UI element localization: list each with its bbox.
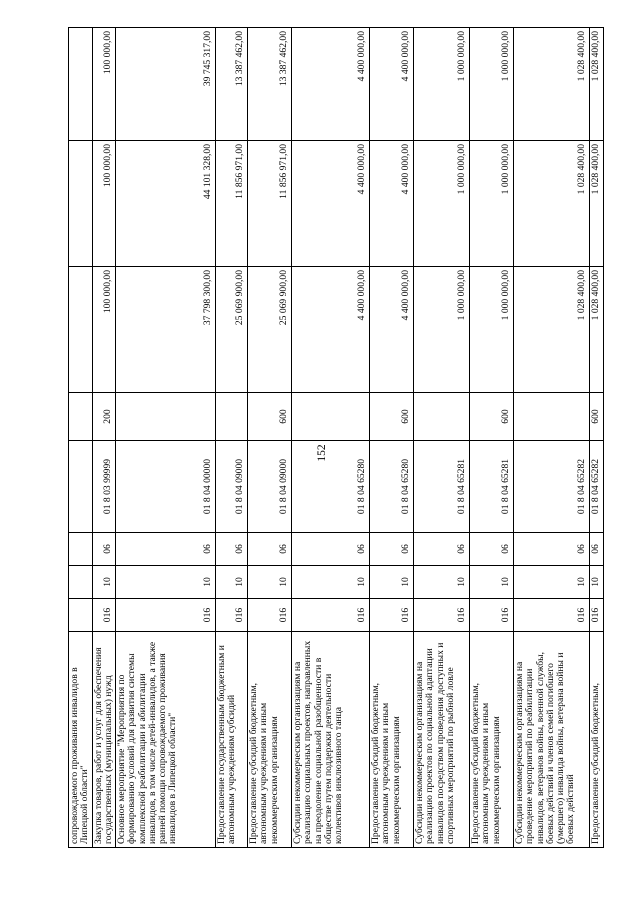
target-article: 01 8 04 65280 — [370, 441, 414, 533]
ministry-code: 016 — [216, 599, 248, 632]
amount-year-2: 1 028 400,00 — [514, 141, 590, 267]
subsection-code: 06 — [248, 533, 292, 566]
ministry-code — [69, 599, 93, 632]
expense-type — [414, 393, 470, 441]
subsection-code: 06 — [414, 533, 470, 566]
amount-year-3: 4 400 000,00 — [370, 28, 414, 141]
expense-type: 200 — [92, 393, 116, 441]
expense-type: 600 — [470, 393, 514, 441]
row-name: Предоставление государственным бюджетным и автономным учреждениям субсидий — [216, 632, 248, 848]
table-row — [370, 28, 414, 848]
row-name: Предоставление субсидий бюджетным, автономным учреждениям и иным некоммерческим организациям — [248, 632, 292, 848]
table-row — [116, 28, 216, 848]
amount-year-3: 39 745 317,00 — [116, 28, 216, 141]
expense-type: 600 — [248, 393, 292, 441]
amount-year-2: 11 856 971,00 — [248, 141, 292, 267]
section-code: 10 — [590, 566, 604, 599]
amount-year-1: 4 400 000,00 — [292, 267, 370, 393]
row-name: Субсидии некоммерческим организациям на реализацию социальных проектов, направленных на преодоление социальной разобщенности в обществе путем поддержки деятельности коллективов инклюзивного танца — [292, 632, 370, 848]
expense-type: 600 — [590, 393, 604, 441]
expense-type — [116, 393, 216, 441]
table-row — [470, 28, 514, 848]
amount-year-2: 11 856 971,00 — [216, 141, 248, 267]
table-viewport — [68, 28, 601, 848]
amount-year-3: 1 000 000,00 — [414, 28, 470, 141]
target-article: 01 8 04 65282 — [514, 441, 590, 533]
target-article — [69, 441, 93, 533]
amount-year-3: 4 400 000,00 — [292, 28, 370, 141]
target-article: 01 8 04 65282 — [590, 441, 604, 533]
ministry-code: 016 — [514, 599, 590, 632]
row-name: Предоставление субсидий бюджетным, — [590, 632, 604, 848]
section-code: 10 — [292, 566, 370, 599]
row-name: Субсидии некоммерческим организациям на проведение мероприятий по реабилитации инвалидов, ветеранов войны, военной службы, боевых действий и членов семей погибшего (умершего) инвалида войны, ветерана войны и боевых действий — [514, 632, 590, 848]
expense-type — [292, 393, 370, 441]
amount-year-1: 25 069 900,00 — [248, 267, 292, 393]
section-code: 10 — [116, 566, 216, 599]
target-article: 01 8 04 00000 — [116, 441, 216, 533]
subsection-code: 06 — [514, 533, 590, 566]
amount-year-2: 4 400 000,00 — [292, 141, 370, 267]
expense-type — [514, 393, 590, 441]
target-article: 01 8 04 65281 — [414, 441, 470, 533]
row-name: Предоставление субсидий бюджетным, автономным учреждениям и иным некоммерческим организациям — [370, 632, 414, 848]
subsection-code: 06 — [216, 533, 248, 566]
table-row — [248, 28, 292, 848]
row-name: Предоставление субсидий бюджетным, автономным учреждениям и иным некоммерческим организациям — [470, 632, 514, 848]
table-row — [414, 28, 470, 848]
page-number: 152 — [316, 444, 328, 462]
table-row — [92, 28, 116, 848]
section-code: 10 — [92, 566, 116, 599]
amount-year-1: 1 028 400,00 — [514, 267, 590, 393]
section-code: 10 — [370, 566, 414, 599]
ministry-code: 016 — [248, 599, 292, 632]
subsection-code: 06 — [92, 533, 116, 566]
ministry-code: 016 — [590, 599, 604, 632]
target-article: 01 8 04 09000 — [216, 441, 248, 533]
amount-year-1: 1 000 000,00 — [470, 267, 514, 393]
amount-year-3 — [69, 28, 93, 141]
ministry-code: 016 — [414, 599, 470, 632]
amount-year-3: 1 028 400,00 — [514, 28, 590, 141]
table-row — [590, 28, 604, 848]
row-name: Закупка товаров, работ и услуг для обеспечения государственных (муниципальных) нужд — [92, 632, 116, 848]
table-body — [69, 28, 604, 848]
section-code: 10 — [414, 566, 470, 599]
amount-year-1: 4 400 000,00 — [370, 267, 414, 393]
expense-type: 600 — [370, 393, 414, 441]
section-code: 10 — [514, 566, 590, 599]
expense-type — [69, 393, 93, 441]
subsection-code: 06 — [292, 533, 370, 566]
section-code: 10 — [470, 566, 514, 599]
target-article: 01 8 03 99999 — [92, 441, 116, 533]
ministry-code: 016 — [370, 599, 414, 632]
ministry-code: 016 — [292, 599, 370, 632]
ministry-code: 016 — [92, 599, 116, 632]
amount-year-2: 100 000,00 — [92, 141, 116, 267]
subsection-code — [69, 533, 93, 566]
subsection-code: 06 — [370, 533, 414, 566]
amount-year-3: 13 387 462,00 — [248, 28, 292, 141]
table-rotated — [68, 28, 601, 848]
table-row — [216, 28, 248, 848]
amount-year-3: 100 000,00 — [92, 28, 116, 141]
budget-table — [68, 27, 604, 848]
ministry-code: 016 — [116, 599, 216, 632]
amount-year-1: 1 028 400,00 — [590, 267, 604, 393]
target-article: 01 8 04 09000 — [248, 441, 292, 533]
row-name: Субсидии некоммерческим организациям на реализацию проектов по социальной адаптации инвалидов посредством проведения доступных и спортивных мероприятий по рыбной ловле — [414, 632, 470, 848]
amount-year-3: 13 387 462,00 — [216, 28, 248, 141]
ministry-code: 016 — [470, 599, 514, 632]
subsection-code: 06 — [116, 533, 216, 566]
amount-year-1: 100 000,00 — [92, 267, 116, 393]
amount-year-3: 1 028 400,00 — [590, 28, 604, 141]
amount-year-2: 1 000 000,00 — [470, 141, 514, 267]
amount-year-1: 25 069 900,00 — [216, 267, 248, 393]
table-row — [292, 28, 370, 848]
amount-year-2: 1 000 000,00 — [414, 141, 470, 267]
table-row — [514, 28, 590, 848]
row-name: сопровождаемого проживания инвалидов в Липецкой области" — [69, 632, 93, 848]
amount-year-2 — [69, 141, 93, 267]
amount-year-3: 1 000 000,00 — [470, 28, 514, 141]
subsection-code: 06 — [470, 533, 514, 566]
amount-year-2: 44 101 328,00 — [116, 141, 216, 267]
target-article: 01 8 04 65280 — [292, 441, 370, 533]
row-name: Основное мероприятие "Мероприятия по формированию условий для развития системы комплексной реабилитации и абилитации инвалидов, в том числе детей-инвалидов, а также ранней помощи сопровождаемого проживания инвалидов в Липецкой области" — [116, 632, 216, 848]
amount-year-2: 4 400 000,00 — [370, 141, 414, 267]
amount-year-1: 1 000 000,00 — [414, 267, 470, 393]
subsection-code: 06 — [590, 533, 604, 566]
section-code — [69, 566, 93, 599]
expense-type — [216, 393, 248, 441]
amount-year-1: 37 798 300,00 — [116, 267, 216, 393]
amount-year-1 — [69, 267, 93, 393]
table-row — [69, 28, 93, 848]
section-code: 10 — [248, 566, 292, 599]
section-code: 10 — [216, 566, 248, 599]
target-article: 01 8 04 65281 — [470, 441, 514, 533]
amount-year-2: 1 028 400,00 — [590, 141, 604, 267]
